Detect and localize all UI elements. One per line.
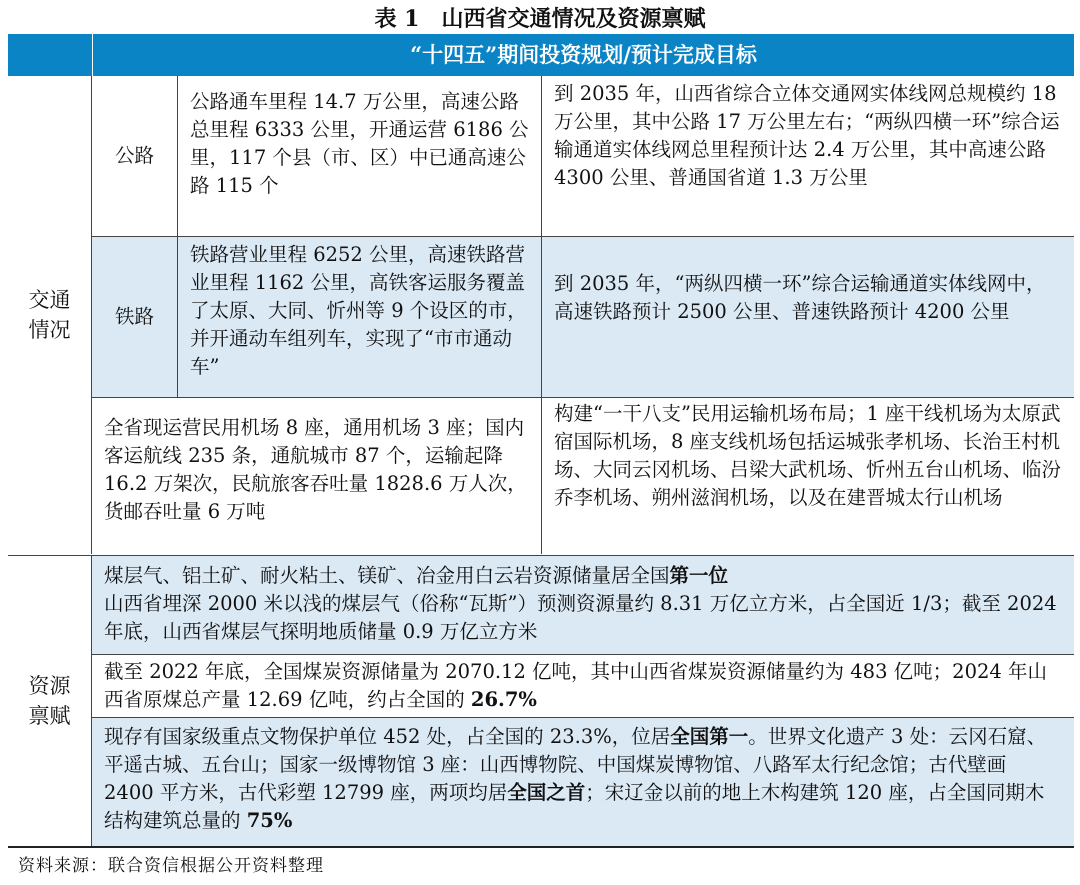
air-current: 全省现运营民用机场 8 座，通用机场 3 座；国内客运航线 235 条，通航城市 87 个，运输起降 16.2 万架次，民航旅客吞吐量 1828.6 万人次，货邮吞吐量 6 万吨 <box>92 398 542 554</box>
header-text: “十四五”期间投资规划/预计完成目标 <box>410 42 757 67</box>
resource-minerals-line2: 山西省埋深 2000 米以浅的煤层气（俗称“瓦斯”）预测资源量约 8.31 万亿立方米，占全国近 1/3；截至 2024 年底，山西省煤层气探明地质储量 0.9 万亿立方米 <box>104 592 1057 643</box>
road-target: 到 2035 年，山西省综合立体交通网实体线网总规模约 18 万公里，其中公路 17 万公里左右；“两纵四横一环”综合运输通道实体线网总里程预计达 2.4 万公里，其中高速公路 4300 公里、普通国省道 1.3 万公里 <box>554 82 1060 189</box>
air-target: 构建“一干八支”民用运输机场布局；1 座干线机场为太原武宿国际机场，8 座支线机场包括运城张孝机场、长治王村机场、大同云冈机场、吕梁大武机场、忻州五台山机场、临汾乔李机场、朔州滋润机场，以及在建晋城太行山机场 <box>554 402 1062 509</box>
section-label-transport: 交通情况 <box>8 76 92 554</box>
resource-coal: 截至 2022 年底，全国煤炭资源储量为 2070.12 亿吨，其中山西省煤炭资源储量约为 483 亿吨；2024 年山西省原煤总产量 12.69 亿吨，约占全国的 26.7% <box>104 660 1047 711</box>
road-current: 公路通车里程 14.7 万公里，高速公路总里程 6333 公里，开通运营 6186 公里，117 个县（市、区）中已通高速公路 115 个 <box>178 76 542 236</box>
rail-current: 铁路营业里程 6252 公里，高速铁路营业里程 1162 公里，高铁客运服务覆盖了太原、大同、忻州等 9 个设区的市，并开通动车组列车，实现了“市市通动车” <box>178 237 542 397</box>
row-label-road: 公路 <box>92 76 178 236</box>
source-note: 资料来源：联合资信根据公开资料整理 <box>18 856 324 876</box>
resource-minerals <box>92 556 1074 654</box>
table-title: 表 1 山西省交通情况及资源禀赋 <box>374 6 706 32</box>
row-label-rail: 铁路 <box>92 237 178 397</box>
resource-minerals-line1: 煤层气、铝土矿、耐火粘土、镁矿、冶金用白云岩资源储量居全国第一位 <box>104 564 729 587</box>
resource-culture: 现存有国家级重点文物保护单位 452 处，占全国的 23.3%，位居全国第一。世界文化遗产 3 处：云冈石窟、平遥古城、五台山；国家一级博物馆 3 座：山西博物院、中国煤炭博物馆、八路军太行纪念馆；古代壁画 2400 平方米，古代彩塑 12799 座，两项均居全国之首；宋辽金以前的地上木构建筑 120 座，占全国同期木结构建筑总量的 75% <box>92 718 1074 846</box>
table-bottom-border <box>8 846 1074 848</box>
rail-target: 到 2035 年，“两纵四横一环”综合运输通道实体线网中，高速铁路预计 2500 公里、普速铁路预计 4200 公里 <box>542 237 1074 397</box>
table-header <box>8 34 1074 76</box>
header-blank-cell <box>8 34 93 76</box>
section-label-resource: 资源禀赋 <box>8 556 92 846</box>
